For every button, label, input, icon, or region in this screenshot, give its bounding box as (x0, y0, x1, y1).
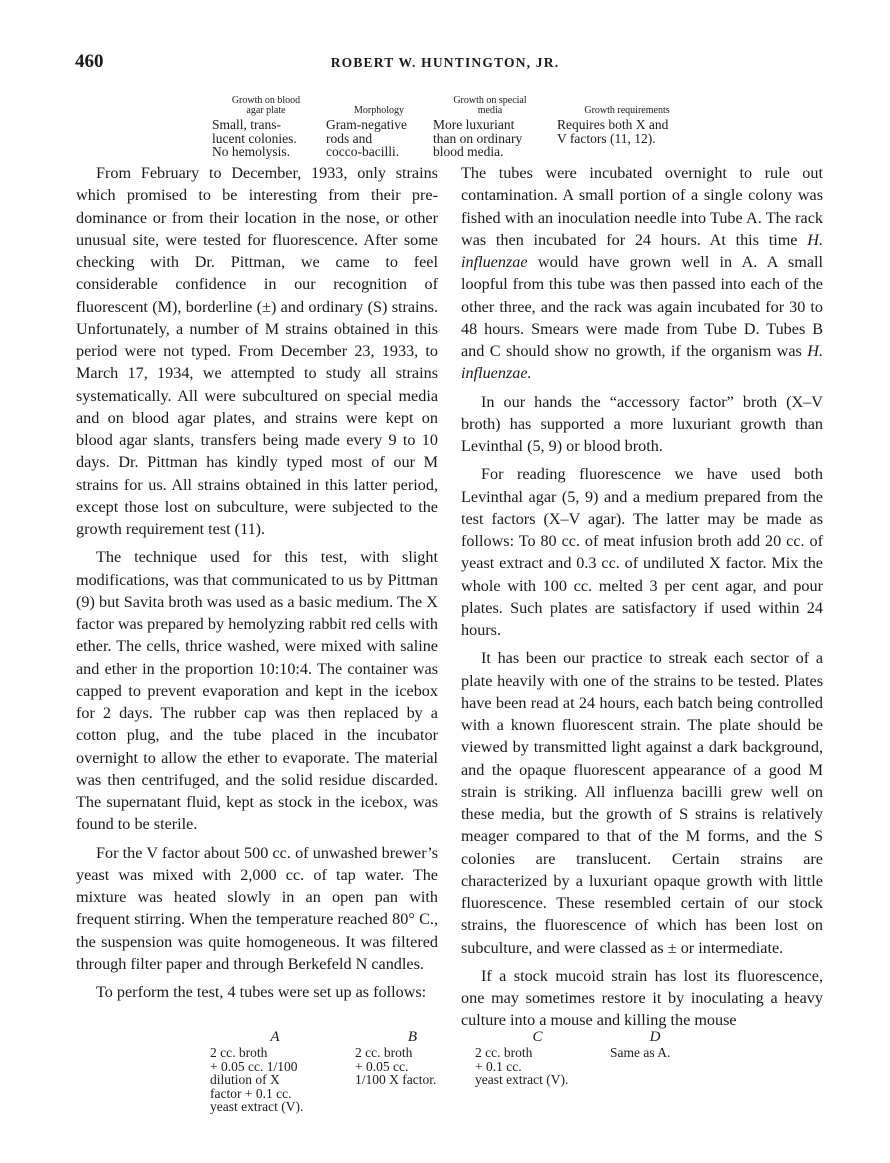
column-body: Small, trans- lucent colonies. No hemolysis. (212, 117, 297, 159)
table-column (212, 90, 320, 159)
tube-column (210, 1028, 340, 1114)
column-header: Growth on blood agar plate (231, 95, 301, 116)
tube-contents: 2 cc. broth + 0.05 cc. 1/100 dilution of X factor + 0.1 cc. yeast extract (V). (210, 1045, 304, 1115)
paragraph: It has been our practice to streak each sector of a plate heavily with one of the strains to be tested. Plates have been read at 24 hours, each batch being controlled with a known fluorescent strain. The plate should be viewed by transmitted light against a dark background, and the opaque fluorescent appearance of a good M strain is striking. All influenza bacilli grew well on these media, but the growth of S strains is relatively meager compared to that of the M forms, and the S colonies are translucent. Certain strains are characterized by a luxuriant opaque growth with little fluorescence. These resembled certain of our stock strains, the fluorescence of which has been lost on subculture, and were classed as ± or intermediate. (461, 649, 823, 957)
tube-label: A (270, 1029, 280, 1045)
column-header: Morphology (354, 105, 404, 116)
tube-label: C (532, 1029, 543, 1045)
paragraph: To perform the test, 4 tubes were set up as follows: (96, 983, 427, 1001)
species-name: H. influenzae (461, 230, 823, 271)
paragraph: For reading fluorescence we have used both Levinthal agar (5, 9) and a medium prepared from the test factors (X–V agar). The latter may be made as follows: To 80 cc. of meat infusion broth add 20 cc. of yeast extract and 0.3 cc. of undiluted X factor. Mix the whole with 100 cc. melted 3 per cent agar, and pour plates. Such plates are satisfactory if used within 24 hours. (461, 465, 823, 639)
right-column (461, 162, 823, 1038)
table-column (326, 90, 432, 159)
tube-label: D (649, 1029, 661, 1045)
species-name: H. influenzae. (461, 342, 824, 383)
table-column (557, 90, 697, 145)
column-body: Requires both X and V factors (11, 12). (557, 117, 669, 146)
paragraph: The technique used for this test, with slight modifications, was that communicated to us by Pittman (9) but Savita broth was used as a basic medium. The X factor was prepared by hemolyzing rabbit red cells with ether. The cells, thrice washed, were mixed with saline and ether in the proportion 10:10:4. The container was capped to prevent evaporation and kept in the icebox for 2 days. The rubber cap was then replaced by a cotton plug, and the tube placed in the incubator overnight to allow the ether to evaporate. The material was then centrifuged, and the solid residue discarded. The supernatant fluid, kept as stock in the icebox, was found to be sterile. (76, 548, 438, 834)
text-run: would have grown well in A. A small loopful from this tube was then passed into each of the other three, and the rack was again incubated for 30 to 48 hours. Smears were made from Tube D. Tubes B and C should show no growth, if the organism was (461, 253, 824, 360)
tube-contents: 2 cc. broth + 0.05 cc. 1/100 X factor. (355, 1045, 437, 1088)
tube-column (475, 1028, 600, 1087)
paragraph: If a stock mucoid strain has lost its fluorescence, one may sometimes restore it by inoculating a heavy culture into a mouse and killing the mouse (461, 966, 823, 1030)
text-run: The tubes were incubated overnight to rule out contamination. A small portion of a single colony was fished with an inoculation needle into Tube A. The rack was then incubated for 24 hours. At this time (461, 164, 823, 249)
column-body: More luxuriant than on ordinary blood media. (433, 117, 523, 159)
paragraph: From February to December, 1933, only strains which promised to be interesting from their predominance or from their location in the nose, or other unusual site, were tested for fluorescence. After some checking with Dr. Pittman, we came to feel considerable confidence in our recognition of fluorescent (M), borderline (±) and ordinary (S) strains. Unfortunately, a number of M strains obtained in this period were not typed. From December 23, 1933, to March 17, 1934, we attempted to study all strains systematically. All were subcultured on special media and on blood agar plates, and strains were kept on blood agar slants, transfers being made every 9 to 10 days. Dr. Pittman has kindly typed most of our M strains for us. All strains obtained in this latter period, except those lost on subculture, were subjected to the growth requirement test (11). (76, 164, 438, 538)
column-header: Growth on special media (453, 95, 527, 116)
column-body: Gram-negative rods and cocco-bacilli. (326, 117, 407, 159)
paragraph: In our hands the “accessory factor” broth (X–V broth) has supported a more luxuriant growth than Levinthal (5, 9) or blood broth. (461, 392, 823, 455)
left-column (76, 162, 438, 1009)
page-header (75, 47, 815, 77)
paragraph (461, 162, 823, 385)
page-number: 460 (75, 51, 104, 72)
tube-contents: 2 cc. broth + 0.1 cc. yeast extract (V). (475, 1045, 569, 1088)
paragraph: For the V factor about 500 cc. of unwashed brewer’s yeast was mixed with 2,000 cc. of tap water. The mixture was heated slowly in an open pan with frequent stirring. When the temperature reached 80° C., the suspension was quite homogeneous. It was filtered through filter paper and through Berkefeld N candles. (76, 843, 438, 973)
running-head: ROBERT W. HUNTINGTON, JR. (330, 55, 560, 70)
tube-column (355, 1028, 470, 1087)
tube-setup-table (210, 1028, 730, 1128)
tube-column (610, 1028, 700, 1060)
tube-label: B (407, 1029, 418, 1045)
table-column (433, 90, 547, 159)
column-header: Growth requirements (584, 105, 670, 116)
tube-contents: Same as A. (610, 1045, 671, 1060)
